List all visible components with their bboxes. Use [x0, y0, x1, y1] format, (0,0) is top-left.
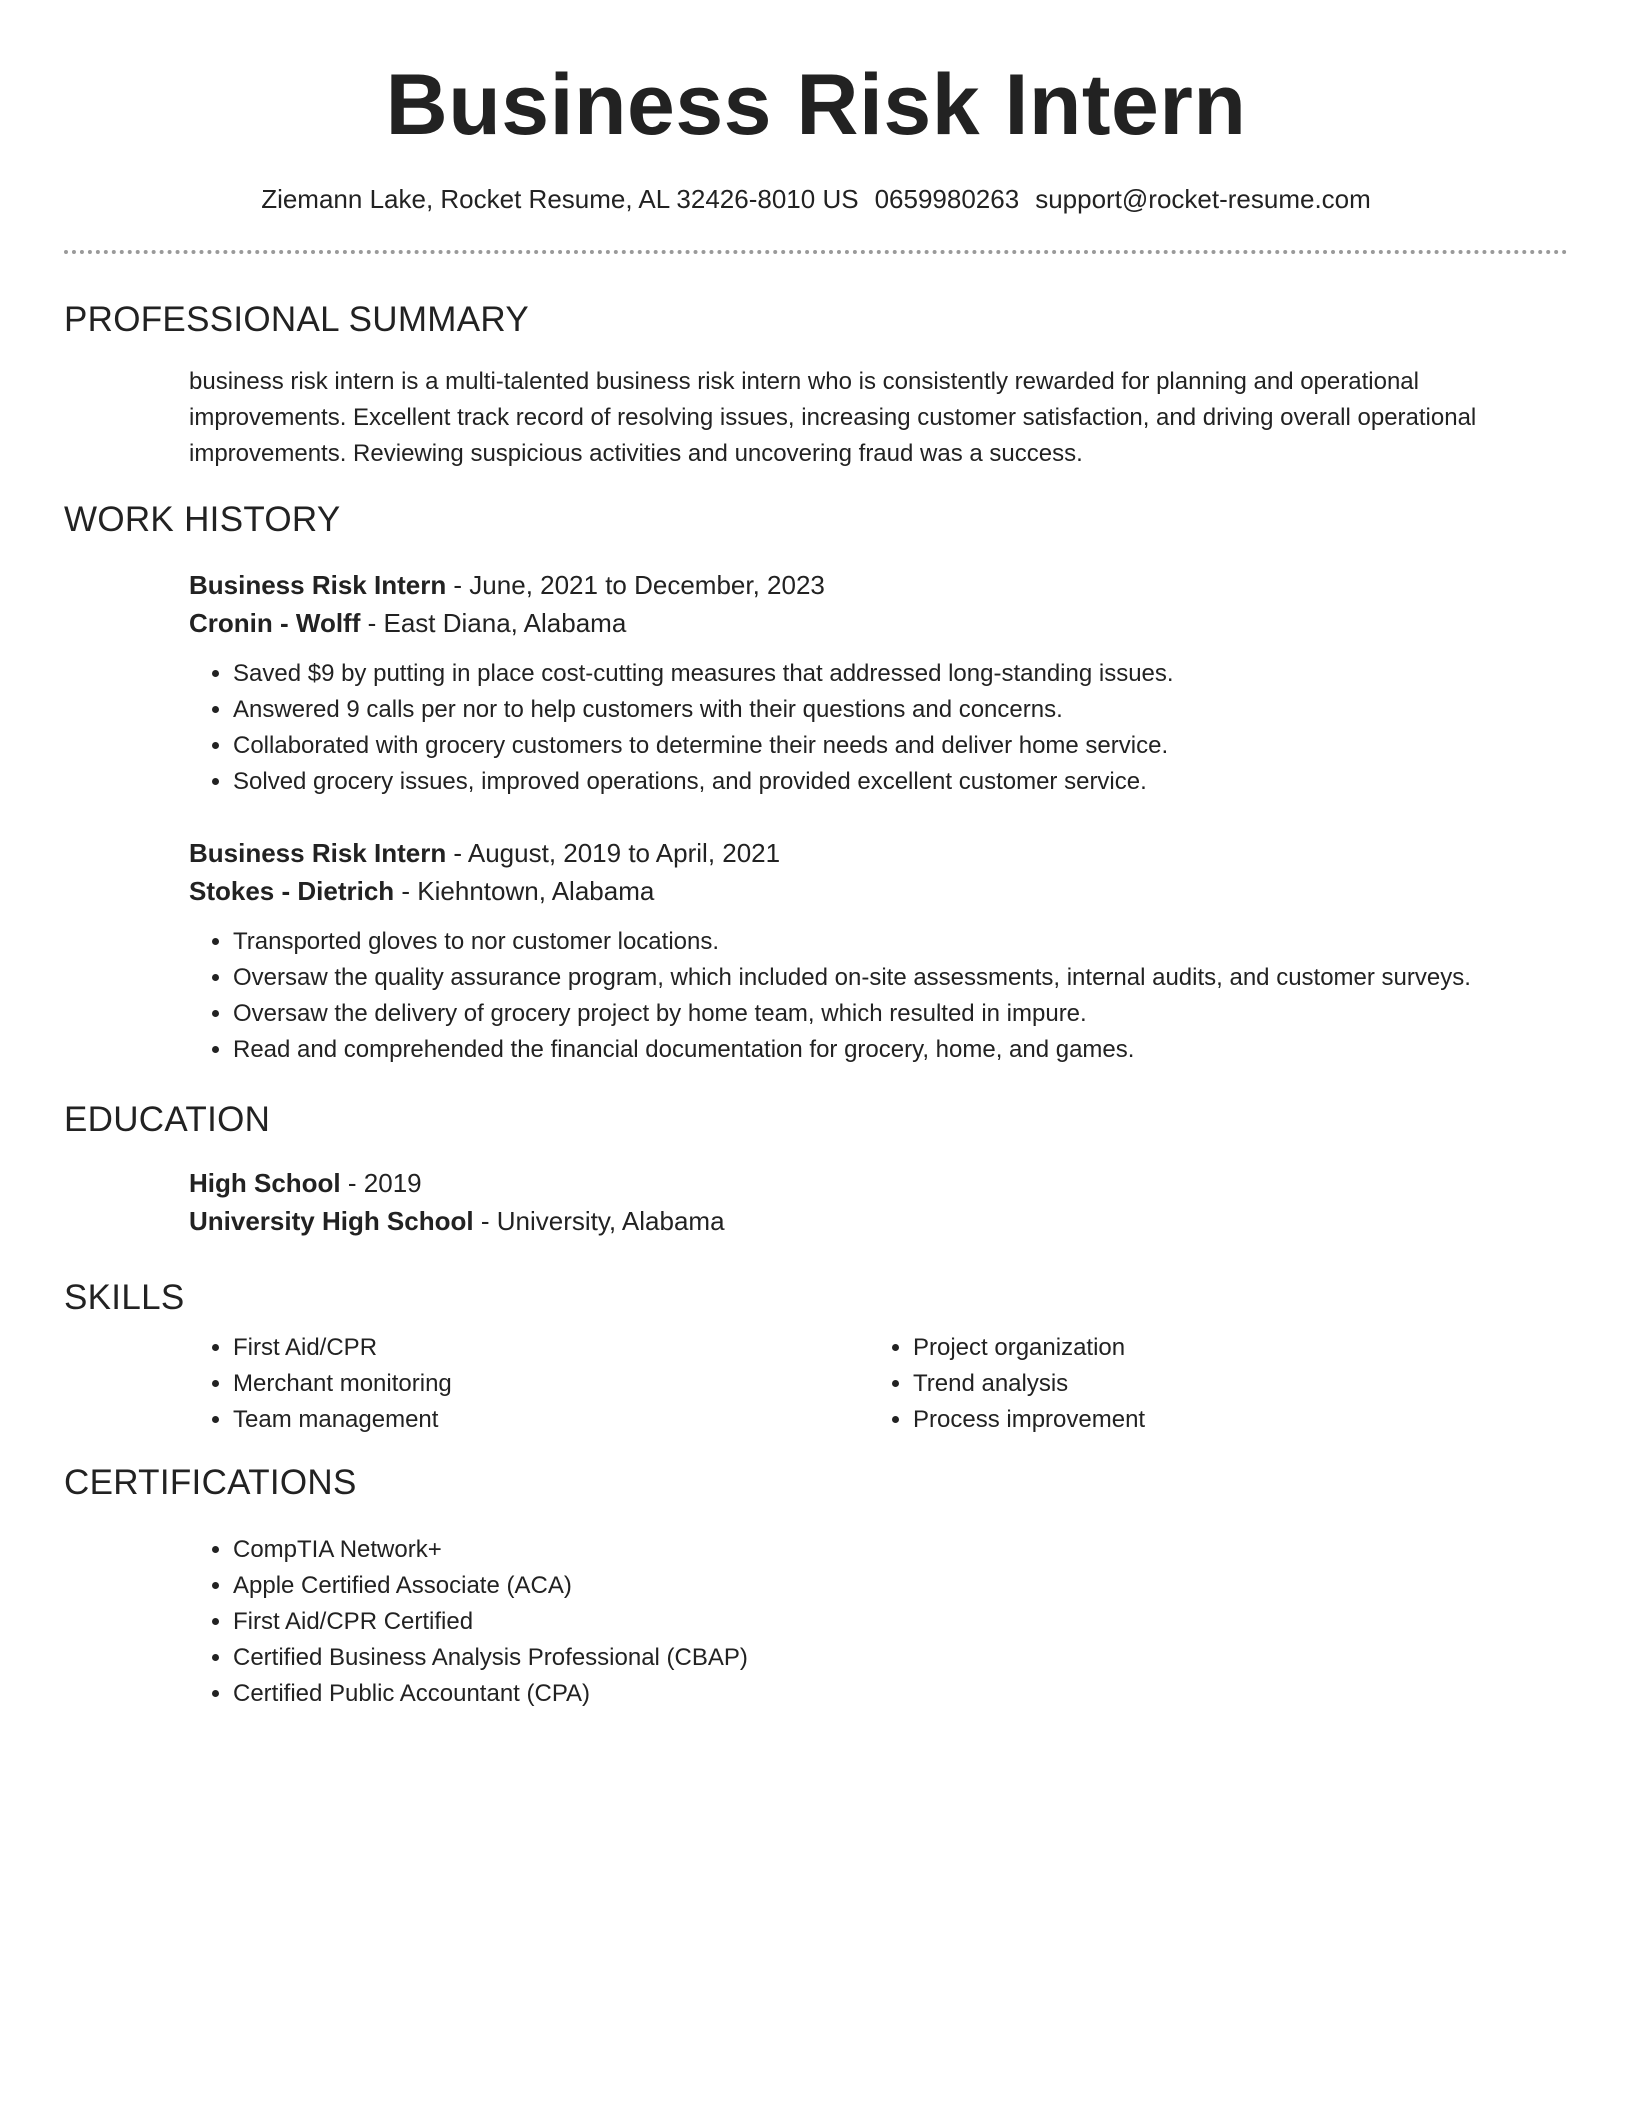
job-role: Business Risk Intern: [189, 838, 447, 868]
education-school: University High School: [189, 1206, 474, 1236]
job-title-line: [189, 566, 1539, 604]
list-item: • Saved $9 by putting in place cost-cutting measures that addressed long-standing issues.: [233, 656, 1539, 692]
job-company-line: [189, 872, 1539, 910]
list-item: • Certified Public Accountant (CPA): [233, 1676, 1539, 1712]
job-location: - East Diana, Alabama: [360, 608, 627, 638]
skills-list-left: [189, 1330, 789, 1438]
list-item: • Collaborated with grocery customers to determine their needs and deliver home service.: [233, 728, 1539, 764]
education-year: - 2019: [340, 1168, 422, 1198]
resume-name: Business Risk Intern: [385, 57, 1247, 153]
work-history-heading: WORK HISTORY: [64, 500, 341, 539]
contact-address: Ziemann Lake, Rocket Resume, AL 32426-8010 US: [261, 184, 859, 214]
list-item: • Team management: [233, 1402, 789, 1438]
list-item: • Oversaw the delivery of grocery project by home team, which resulted in impure.: [233, 996, 1539, 1032]
certifications-heading: CERTIFICATIONS: [64, 1463, 357, 1502]
skills-heading: SKILLS: [64, 1278, 185, 1317]
list-item: • Oversaw the quality assurance program, which included on-site assessments, internal audits, and customer surveys.: [233, 960, 1539, 996]
contact-phone: 0659980263: [874, 184, 1020, 214]
list-item: • Certified Business Analysis Professional (CBAP): [233, 1640, 1539, 1676]
job-role: Business Risk Intern: [189, 570, 447, 600]
job-company: Stokes - Dietrich: [189, 876, 395, 906]
list-item: • First Aid/CPR Certified: [233, 1604, 1539, 1640]
education-degree: High School: [189, 1168, 341, 1198]
list-item: • Solved grocery issues, improved operations, and provided excellent customer service.: [233, 764, 1539, 800]
job-entry: [189, 834, 1539, 1068]
job-dates: - June, 2021 to December, 2023: [446, 570, 825, 600]
list-item: • Merchant monitoring: [233, 1366, 789, 1402]
list-item: • CompTIA Network+: [233, 1532, 1539, 1568]
job-company: Cronin - Wolff: [189, 608, 361, 638]
job-title-line: [189, 834, 1539, 872]
education-entry: [189, 1164, 1539, 1240]
summary-text: business risk intern is a multi-talented business risk intern who is consistently rewarded for planning and operational improvements. Excellent track record of resolving issues, increasing customer satisfaction, and driving overall operational improvements. Reviewing suspicious activities and uncovering fraud was a success.: [189, 368, 1477, 467]
list-item: • Trend analysis: [913, 1366, 1469, 1402]
job-entry: [189, 566, 1539, 800]
job-dates: - August, 2019 to April, 2021: [446, 838, 781, 868]
job-bullets: [189, 656, 1539, 800]
list-item: • Read and comprehended the financial documentation for grocery, home, and games.: [233, 1032, 1539, 1068]
education-heading: EDUCATION: [64, 1100, 271, 1139]
skills-list-right: [869, 1330, 1469, 1438]
education-school-line: [189, 1202, 1539, 1240]
contact-line: [0, 180, 1632, 218]
skills-column-right: [869, 1330, 1469, 1438]
list-item: • Project organization: [913, 1330, 1469, 1366]
list-item: • First Aid/CPR: [233, 1330, 789, 1366]
job-company-line: [189, 604, 1539, 642]
job-bullets: [189, 924, 1539, 1068]
education-degree-line: [189, 1164, 1539, 1202]
list-item: • Apple Certified Associate (ACA): [233, 1568, 1539, 1604]
list-item: • Answered 9 calls per nor to help customers with their questions and concerns.: [233, 692, 1539, 728]
education-location: - University, Alabama: [473, 1206, 725, 1236]
list-item: • Process improvement: [913, 1402, 1469, 1438]
summary-heading: PROFESSIONAL SUMMARY: [64, 300, 529, 339]
list-item: • Transported gloves to nor customer locations.: [233, 924, 1539, 960]
job-location: - Kiehntown, Alabama: [394, 876, 655, 906]
contact-email: support@rocket-resume.com: [1035, 184, 1371, 214]
certifications-list: [189, 1532, 1539, 1712]
skills-column-left: [189, 1330, 789, 1438]
certifications-entry: [189, 1532, 1539, 1712]
header-divider: [64, 250, 1568, 254]
